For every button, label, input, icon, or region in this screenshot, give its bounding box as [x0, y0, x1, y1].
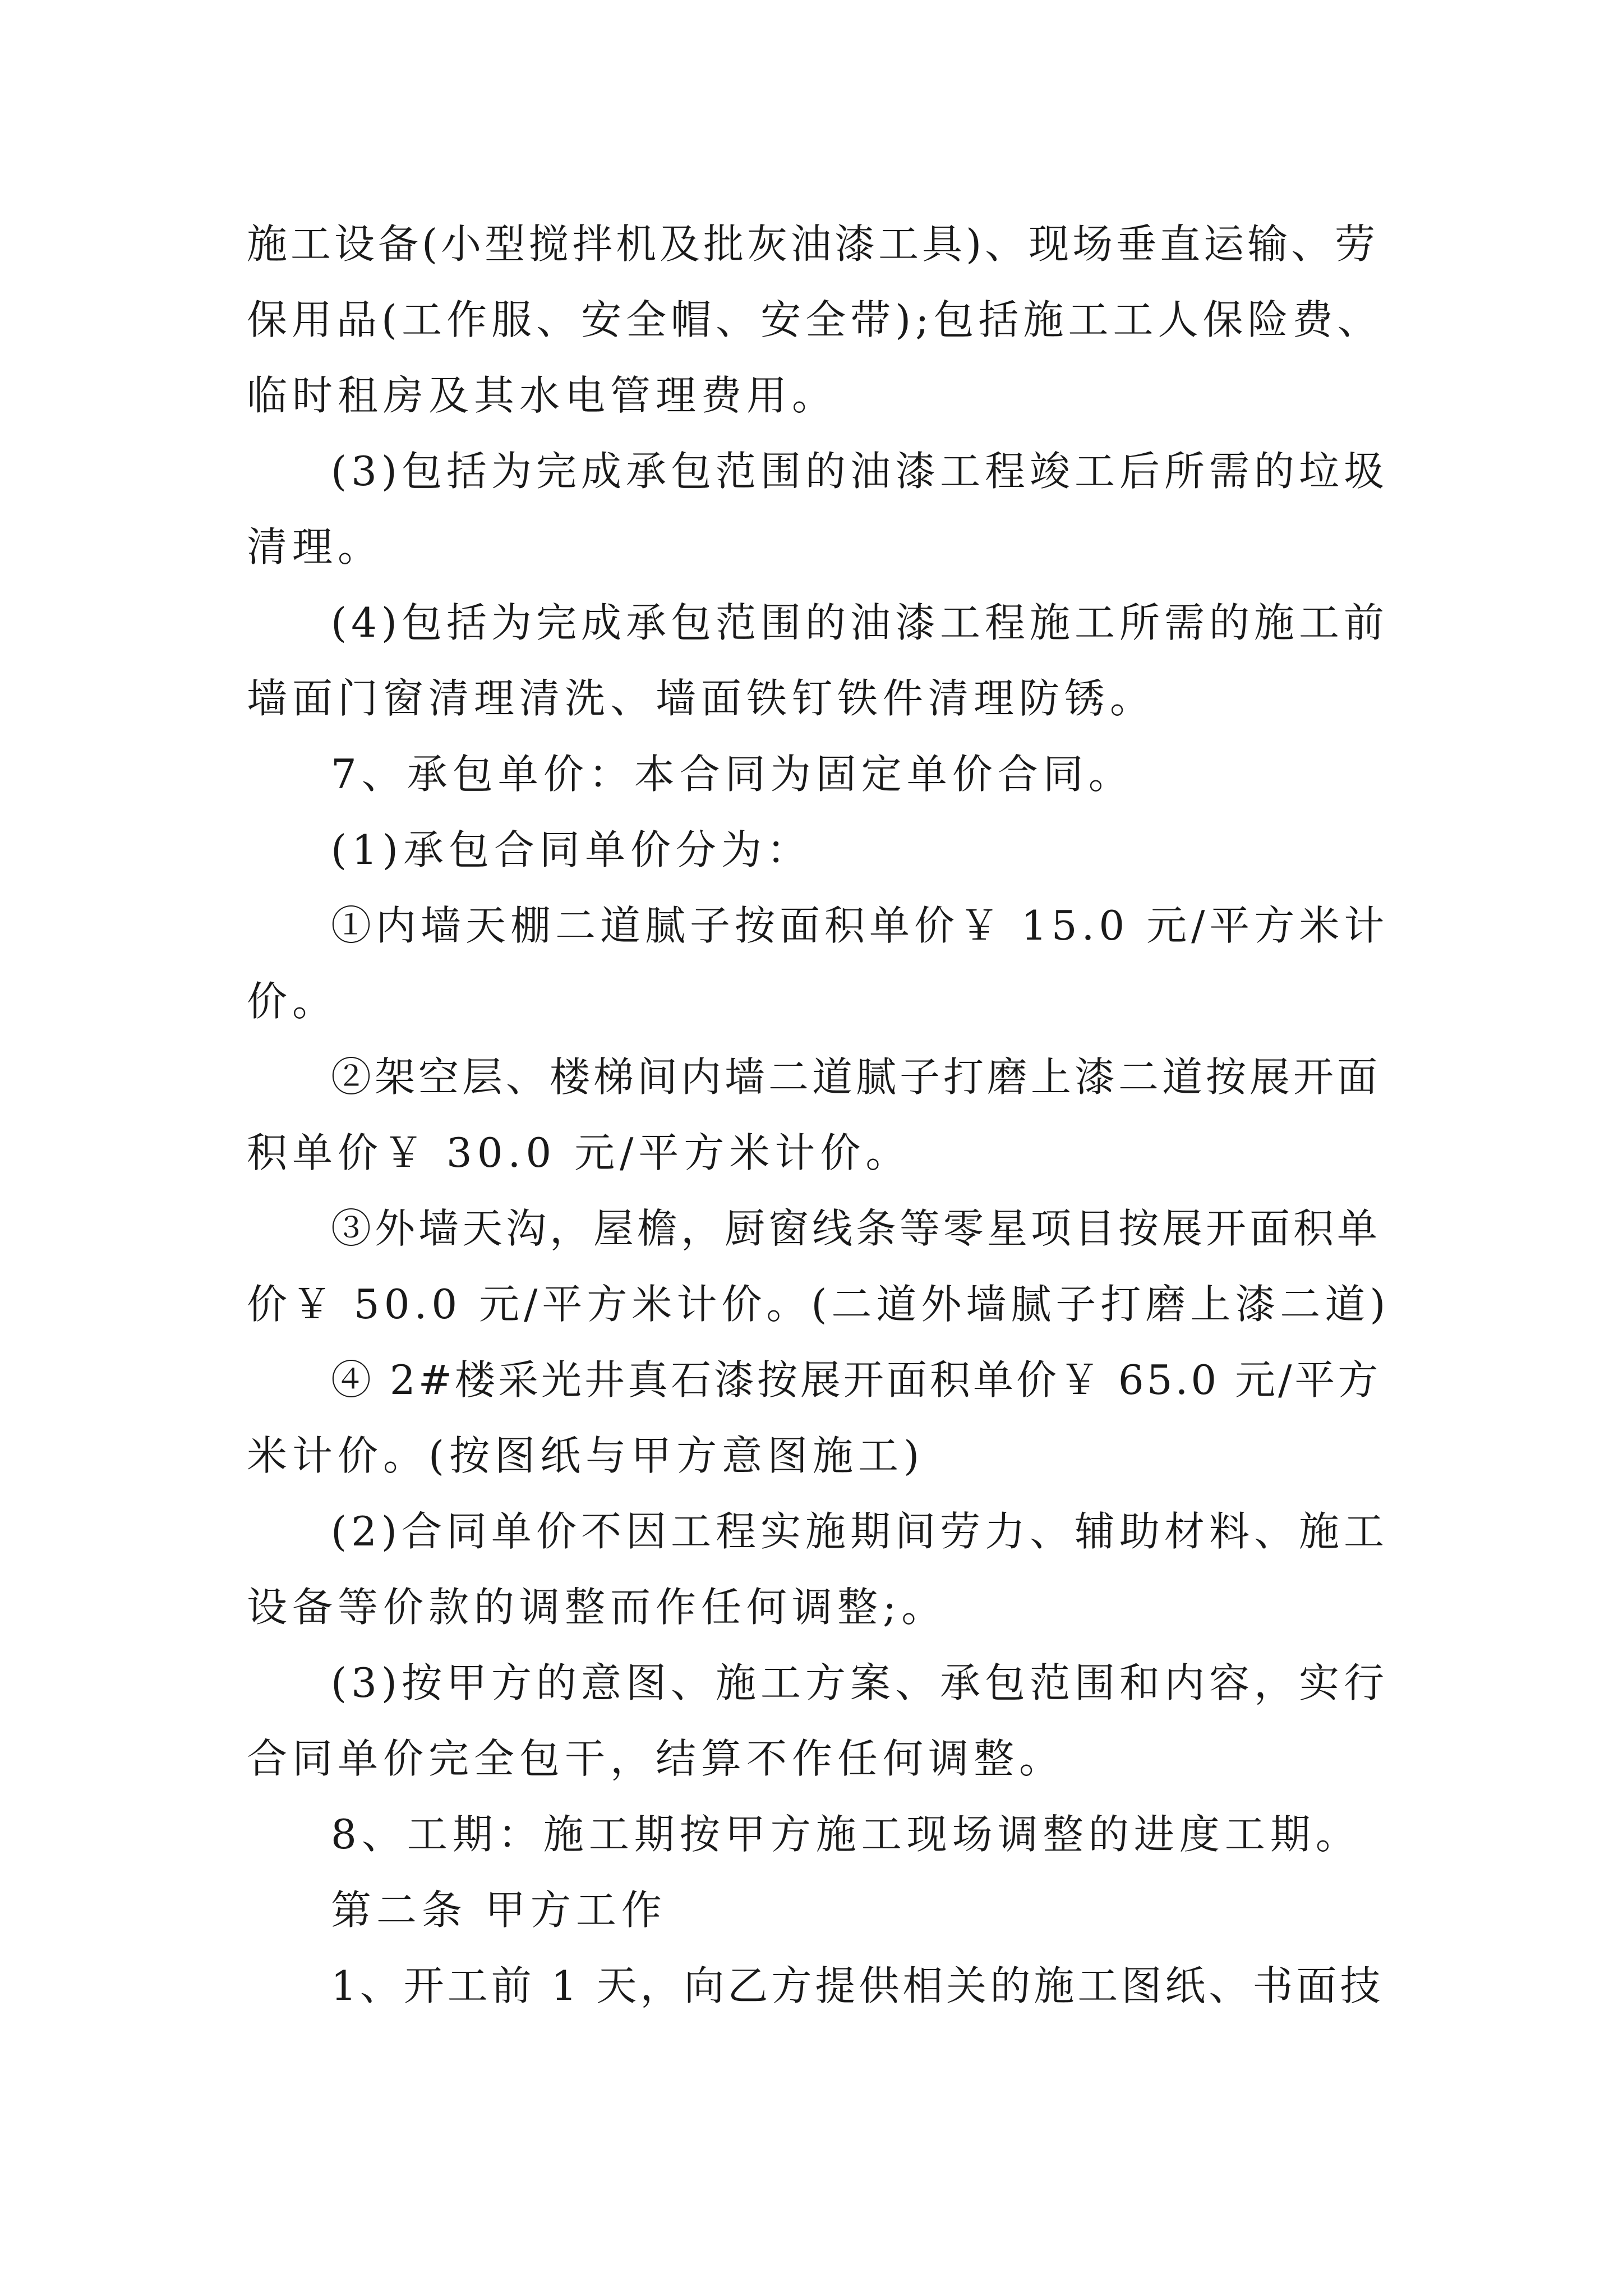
- text-line: 价￥ 50.0 元/平方米计价。(二道外墙腻子打磨上漆二道): [247, 1281, 1390, 1328]
- text-line: 价。: [247, 978, 338, 1025]
- section-heading: 第二条 甲方工作: [331, 1887, 667, 1934]
- text-line: (2)合同单价不因工程实施期间劳力、辅助材料、施工: [331, 1508, 1389, 1555]
- text-line: 合同单价完全包干，结算不作任何调整。: [247, 1735, 1065, 1782]
- text-line: (1)承包合同单价分为：: [331, 826, 812, 873]
- text-line: (4)包括为完成承包范围的油漆工程施工所需的施工前: [331, 599, 1389, 646]
- text-line: 临时租房及其水电管理费用。: [247, 372, 838, 419]
- text-line: (3)包括为完成承包范围的油漆工程竣工后所需的垃圾: [331, 448, 1389, 495]
- text-line: ③外墙天沟，屋檐，厨窗线条等零星项目按展开面积单: [331, 1205, 1381, 1252]
- text-line: (3)按甲方的意图、施工方案、承包范围和内容，实行: [331, 1659, 1389, 1706]
- text-line: 米计价。(按图纸与甲方意图施工): [247, 1432, 925, 1479]
- text-line: 墙面门窗清理清洗、墙面铁钉铁件清理防锈。: [247, 675, 1156, 722]
- text-line: 8、工期：施工期按甲方施工现场调整的进度工期。: [331, 1811, 1361, 1858]
- text-line: 7、承包单价：本合同为固定单价合同。: [331, 751, 1134, 798]
- text-line: 施工设备(小型搅拌机及批灰油漆工具)、现场垂直运输、劳: [247, 220, 1379, 268]
- text-line: ②架空层、楼梯间内墙二道腻子打磨上漆二道按展开面: [331, 1053, 1381, 1101]
- text-line: ①内墙天棚二道腻子按面积单价￥ 15.0 元/平方米计: [331, 902, 1389, 949]
- text-line: ④ 2#楼采光井真石漆按展开面积单价￥ 65.0 元/平方: [331, 1356, 1381, 1404]
- text-line: 积单价￥ 30.0 元/平方米计价。: [247, 1129, 911, 1176]
- text-line: 1、开工前 1 天，向乙方提供相关的施工图纸、书面技: [331, 1962, 1384, 2009]
- text-line: 设备等价款的调整而作任何调整;。: [247, 1584, 947, 1631]
- text-line: 清理。: [247, 523, 384, 570]
- text-line: 保用品(工作服、安全帽、安全带);包括施工工人保险费、: [247, 296, 1382, 343]
